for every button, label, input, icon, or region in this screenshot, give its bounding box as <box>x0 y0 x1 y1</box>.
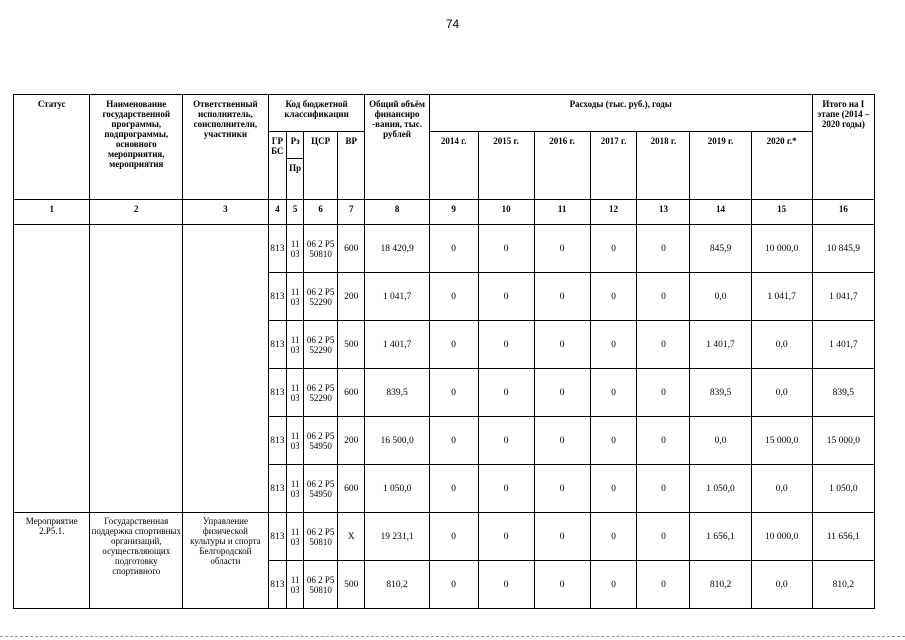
year-2019-cell: 810,2 <box>690 561 751 609</box>
year-2018-cell: 0 <box>637 369 690 417</box>
header-total-volume: Общий объём финансиро -вания, тыс. рублей <box>365 95 429 200</box>
csr-cell: 06 2 Р5 52290 <box>304 273 338 321</box>
total-cell: 19 231,1 <box>365 513 429 561</box>
col-number: 15 <box>751 200 812 225</box>
stage-total-cell: 839,5 <box>812 369 874 417</box>
year-2019-cell: 1 401,7 <box>690 321 751 369</box>
total-cell: 1 041,7 <box>365 273 429 321</box>
col-number: 11 <box>534 200 590 225</box>
year-2020-cell: 1 041,7 <box>751 273 812 321</box>
year-2017-cell: 0 <box>590 273 637 321</box>
stage-total-cell: 810,2 <box>812 561 874 609</box>
vr-cell: 600 <box>337 225 365 273</box>
header-executor: Ответственный исполнитель, соисполнители, участники <box>183 95 269 200</box>
program-name-cell-empty <box>90 225 183 513</box>
table-row <box>14 225 875 273</box>
year-2016-cell: 0 <box>534 465 590 513</box>
year-2016-cell: 0 <box>534 369 590 417</box>
budget-table <box>13 94 875 609</box>
year-2017-cell: 0 <box>590 561 637 609</box>
header-program-name: Наименование государственной программы, подпрограммы, основного мероприятия, мероприятия <box>90 95 183 200</box>
stage-total-cell: 10 845,9 <box>812 225 874 273</box>
executor-cell-empty <box>183 225 269 513</box>
header-csr: ЦСР <box>304 132 338 200</box>
year-2019-cell: 0,0 <box>690 417 751 465</box>
csr-cell: 06 2 Р5 52290 <box>304 369 338 417</box>
vr-cell: 600 <box>337 369 365 417</box>
year-2019-cell: 839,5 <box>690 369 751 417</box>
year-2016-cell: 0 <box>534 273 590 321</box>
col-number: 16 <box>812 200 874 225</box>
year-2017-cell: 0 <box>590 321 637 369</box>
year-2015-cell: 0 <box>478 273 534 321</box>
rz-pr-cell: 11 03 <box>287 513 304 561</box>
grbs-cell: 813 <box>268 513 286 561</box>
total-cell: 18 420,9 <box>365 225 429 273</box>
col-number: 13 <box>637 200 690 225</box>
year-2014-cell: 0 <box>429 273 478 321</box>
col-number: 1 <box>14 200 90 225</box>
col-number: 9 <box>429 200 478 225</box>
col-number: 14 <box>690 200 751 225</box>
year-2020-cell: 0,0 <box>751 465 812 513</box>
year-2014-cell: 0 <box>429 369 478 417</box>
header-vr: ВР <box>337 132 365 200</box>
rz-pr-cell: 11 03 <box>287 465 304 513</box>
year-2020-cell: 10 000,0 <box>751 225 812 273</box>
year-2015-cell: 0 <box>478 465 534 513</box>
year-2020-cell: 10 000,0 <box>751 513 812 561</box>
page-bottom-divider <box>0 636 905 638</box>
col-number: 12 <box>590 200 637 225</box>
year-2017-cell: 0 <box>590 369 637 417</box>
grbs-cell: 813 <box>268 465 286 513</box>
total-cell: 810,2 <box>365 561 429 609</box>
total-cell: 1 050,0 <box>365 465 429 513</box>
vr-cell: Х <box>337 513 365 561</box>
year-2019-cell: 1 656,1 <box>690 513 751 561</box>
year-2018-cell: 0 <box>637 561 690 609</box>
year-2020-cell: 15 000,0 <box>751 417 812 465</box>
stage-total-cell: 15 000,0 <box>812 417 874 465</box>
col-number: 2 <box>90 200 183 225</box>
header-pr: Пр <box>287 159 304 200</box>
year-2015-cell: 0 <box>478 513 534 561</box>
year-2019-cell: 0,0 <box>690 273 751 321</box>
year-2017-cell: 0 <box>590 417 637 465</box>
header-year-2015: 2015 г. <box>478 132 534 200</box>
vr-cell: 500 <box>337 561 365 609</box>
rz-pr-cell: 11 03 <box>287 561 304 609</box>
year-2015-cell: 0 <box>478 417 534 465</box>
col-number: 8 <box>365 200 429 225</box>
col-number: 6 <box>304 200 338 225</box>
measure-executor: Управление физической культуры и спорта Белгородской области <box>183 513 269 609</box>
table-row <box>14 513 875 561</box>
year-2018-cell: 0 <box>637 513 690 561</box>
year-2019-cell: 845,9 <box>690 225 751 273</box>
page-number: 74 <box>445 17 460 31</box>
year-2015-cell: 0 <box>478 321 534 369</box>
header-stage-total: Итого на I этапе (2014 – 2020 годы) <box>812 95 874 200</box>
year-2018-cell: 0 <box>637 417 690 465</box>
header-year-2019: 2019 г. <box>690 132 751 200</box>
header-status: Статус <box>14 95 90 200</box>
year-2016-cell: 0 <box>534 321 590 369</box>
col-number: 3 <box>183 200 269 225</box>
stage-total-cell: 1 050,0 <box>812 465 874 513</box>
year-2014-cell: 0 <box>429 417 478 465</box>
year-2020-cell: 0,0 <box>751 561 812 609</box>
header-budget-code: Код бюджетной классификации <box>268 95 365 132</box>
vr-cell: 200 <box>337 273 365 321</box>
csr-cell: 06 2 Р5 54950 <box>304 465 338 513</box>
header-year-2017: 2017 г. <box>590 132 637 200</box>
year-2014-cell: 0 <box>429 321 478 369</box>
vr-cell: 500 <box>337 321 365 369</box>
year-2016-cell: 0 <box>534 513 590 561</box>
header-grbs: ГР БС <box>268 132 286 200</box>
year-2018-cell: 0 <box>637 273 690 321</box>
stage-total-cell: 1 401,7 <box>812 321 874 369</box>
measure-name: Государственная поддержка спортивных организаций, осуществляющих подготовку спортивного <box>90 513 183 609</box>
col-number: 10 <box>478 200 534 225</box>
header-year-2016: 2016 г. <box>534 132 590 200</box>
col-number: 5 <box>287 200 304 225</box>
year-2014-cell: 0 <box>429 561 478 609</box>
year-2017-cell: 0 <box>590 513 637 561</box>
header-year-2018: 2018 г. <box>637 132 690 200</box>
header-year-2014: 2014 г. <box>429 132 478 200</box>
year-2015-cell: 0 <box>478 225 534 273</box>
total-cell: 16 500,0 <box>365 417 429 465</box>
vr-cell: 200 <box>337 417 365 465</box>
grbs-cell: 813 <box>268 561 286 609</box>
stage-total-cell: 11 656,1 <box>812 513 874 561</box>
csr-cell: 06 2 Р5 50810 <box>304 561 338 609</box>
year-2020-cell: 0,0 <box>751 369 812 417</box>
vr-cell: 600 <box>337 465 365 513</box>
header-rz: Рз <box>287 132 304 159</box>
header-year-2020: 2020 г.* <box>751 132 812 200</box>
col-number: 4 <box>268 200 286 225</box>
year-2018-cell: 0 <box>637 465 690 513</box>
measure-status: Мероприятие 2.Р5.1. <box>14 513 90 609</box>
stage-total-cell: 1 041,7 <box>812 273 874 321</box>
year-2015-cell: 0 <box>478 369 534 417</box>
header-expenses: Расходы (тыс. руб.), годы <box>429 95 812 132</box>
rz-pr-cell: 11 03 <box>287 273 304 321</box>
year-2019-cell: 1 050,0 <box>690 465 751 513</box>
rz-pr-cell: 11 03 <box>287 369 304 417</box>
total-cell: 839,5 <box>365 369 429 417</box>
status-cell-empty <box>14 225 90 513</box>
grbs-cell: 813 <box>268 321 286 369</box>
rz-pr-cell: 11 03 <box>287 417 304 465</box>
year-2020-cell: 0,0 <box>751 321 812 369</box>
year-2014-cell: 0 <box>429 513 478 561</box>
grbs-cell: 813 <box>268 273 286 321</box>
col-number: 7 <box>337 200 365 225</box>
year-2016-cell: 0 <box>534 225 590 273</box>
year-2017-cell: 0 <box>590 465 637 513</box>
year-2016-cell: 0 <box>534 561 590 609</box>
year-2017-cell: 0 <box>590 225 637 273</box>
csr-cell: 06 2 Р5 54950 <box>304 417 338 465</box>
csr-cell: 06 2 Р5 50810 <box>304 225 338 273</box>
grbs-cell: 813 <box>268 417 286 465</box>
year-2014-cell: 0 <box>429 465 478 513</box>
year-2015-cell: 0 <box>478 561 534 609</box>
year-2016-cell: 0 <box>534 417 590 465</box>
csr-cell: 06 2 Р5 50810 <box>304 513 338 561</box>
total-cell: 1 401,7 <box>365 321 429 369</box>
rz-pr-cell: 11 03 <box>287 225 304 273</box>
grbs-cell: 813 <box>268 369 286 417</box>
csr-cell: 06 2 Р5 52290 <box>304 321 338 369</box>
year-2014-cell: 0 <box>429 225 478 273</box>
rz-pr-cell: 11 03 <box>287 321 304 369</box>
grbs-cell: 813 <box>268 225 286 273</box>
year-2018-cell: 0 <box>637 225 690 273</box>
year-2018-cell: 0 <box>637 321 690 369</box>
